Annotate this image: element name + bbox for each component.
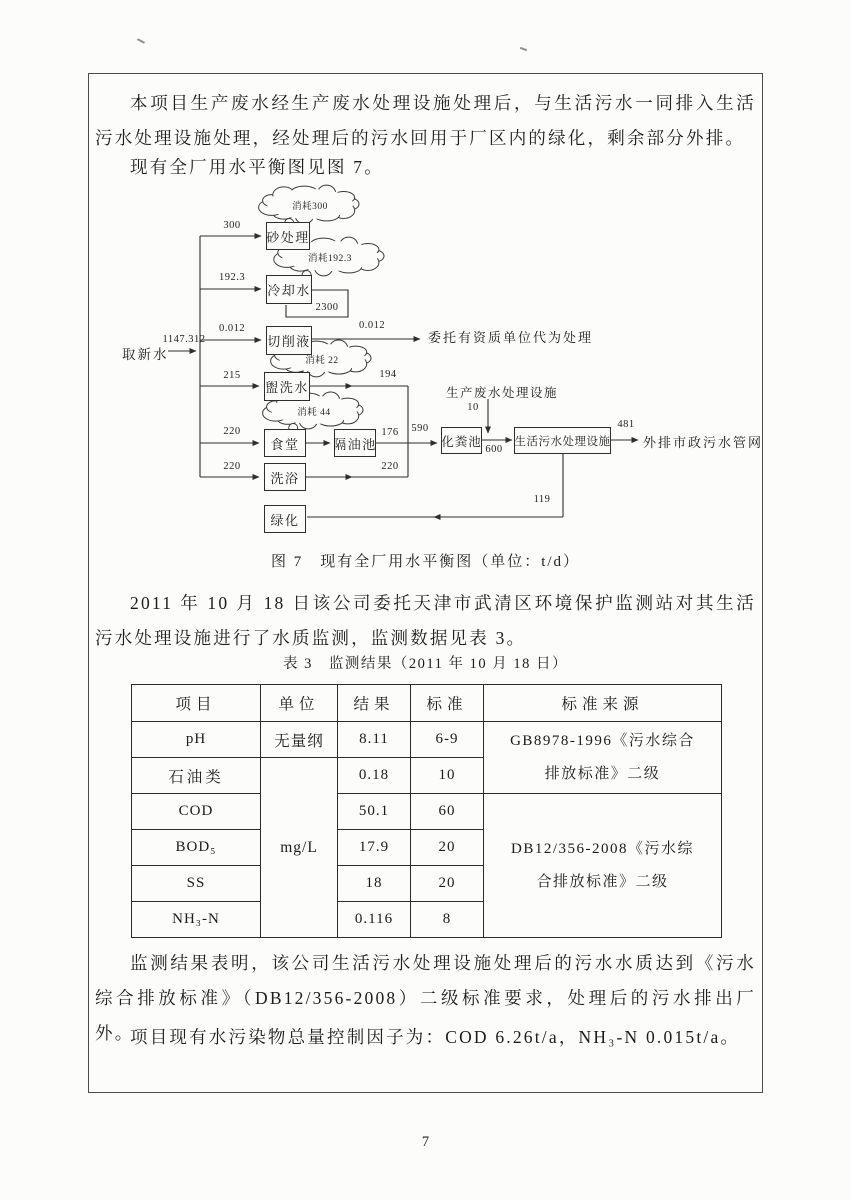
node-cutting-fluid: 切削液: [266, 326, 312, 355]
flow-washing-in: 215: [223, 370, 241, 381]
cell-standard: 20: [411, 866, 484, 902]
table-row: [132, 794, 722, 830]
flow-cooling-loop: 2300: [315, 302, 339, 313]
cell-item: 石油类: [132, 758, 261, 794]
paragraph-figure-ref: 现有全厂用水平衡图见图 7。: [130, 157, 384, 177]
flow-cutting-out: 0.012: [358, 320, 386, 331]
cell-result: 8.11: [338, 722, 411, 758]
flow-washing-out: 194: [379, 369, 397, 380]
flow-cooling-in: 192.3: [218, 272, 246, 283]
table-caption: 表 3 监测结果（2011 年 10 月 18 日）: [283, 656, 568, 672]
flow-septic-out: 600: [485, 444, 503, 455]
flow-bathing-out: 220: [381, 461, 399, 472]
cell-item: pH: [132, 722, 261, 758]
cell-result: 17.9: [338, 830, 411, 866]
table-header-row: [132, 685, 722, 722]
flow-grease-out: 176: [381, 427, 399, 438]
cloud-label-canteen: 消耗 44: [297, 408, 331, 418]
node-grease-trap: 隔油池: [334, 429, 376, 457]
cell-standard: 8: [411, 902, 484, 938]
cell-result: 0.116: [338, 902, 411, 938]
cell-standard: 60: [411, 794, 484, 830]
column-header-standard: 标准: [411, 685, 484, 722]
flow-intake: 1147.312: [162, 334, 206, 345]
cell-unit: 无量纲: [261, 722, 338, 758]
prod-wastewater-facility-label: 生产废水处理设施: [446, 386, 559, 400]
flow-bathing-in: 220: [223, 461, 241, 472]
cell-standard: 20: [411, 830, 484, 866]
cell-result: 0.18: [338, 758, 411, 794]
cell-item: SS: [132, 866, 261, 902]
intake-label: 取新水: [122, 347, 169, 362]
column-header-unit: 单位: [261, 685, 338, 722]
paragraph-monitoring: 2011 年 10 月 18 日该公司委托天津市武清区环境保护监测站对其生活污水处理设施进行了水质监测，监测数据见表 3。: [95, 593, 756, 648]
cell-standard: 6-9: [411, 722, 484, 758]
cell-item: BOD₅: [132, 830, 261, 866]
column-header-source: 标准来源: [484, 685, 722, 722]
node-bathing: 洗浴: [264, 463, 306, 491]
paragraph-conclusion: 监测结果表明，该公司生活污水处理设施处理后的污水水质达到《污水综合排放标准》（DB12/356-2008）二级标准要求，处理后的污水排出厂外。: [95, 953, 756, 1043]
flow-collector-out: 590: [411, 423, 429, 434]
node-sewage-facility: 生活污水处理设施: [514, 427, 611, 454]
cloud-label-cooling: 消耗192.3: [308, 254, 352, 264]
flow-sand-in: 300: [223, 220, 241, 231]
flow-canteen-in: 220: [223, 426, 241, 437]
table-row: [132, 722, 722, 758]
cell-item: NH₃-N: [132, 902, 261, 938]
node-sand-treatment: 砂处理: [266, 222, 310, 250]
paragraph-total-control: 项目现有水污染物总量控制因子为：COD 6.26t/a，NH₃-N 0.015t/a。: [130, 1027, 741, 1047]
column-header-item: 项目: [132, 685, 261, 722]
node-washing-water: 盥洗水: [264, 372, 310, 401]
monitoring-results-table: [131, 684, 722, 938]
municipal-network-label: 外排市政污水管网: [643, 435, 764, 450]
cloud-label-sand: 消耗300: [292, 202, 328, 212]
cloud-label-washing: 消耗 22: [305, 356, 339, 366]
node-greening: 绿化: [264, 505, 306, 533]
column-header-result: 结果: [338, 685, 411, 722]
flow-cutting-in: 0.012: [218, 323, 246, 334]
cell-standard-source: GB8978-1996《污水综合排放标准》二级: [484, 722, 722, 794]
cell-unit-merged: mg/L: [261, 758, 338, 938]
page-number: 7: [421, 1134, 430, 1150]
cell-result: 50.1: [338, 794, 411, 830]
paragraph-intro: 本项目生产废水经生产废水处理设施处理后，与生活污水一同排入生活污水处理设施处理，经处理后的污水回用于厂区内的绿化，剩余部分外排。: [95, 93, 756, 148]
flow-sewage-out: 481: [617, 419, 635, 430]
flow-prod-down: 10: [467, 402, 479, 413]
cell-result: 18: [338, 866, 411, 902]
entrusted-disposal-label: 委托有资质单位代为处理: [428, 330, 594, 345]
node-cooling-water: 冷却水: [266, 275, 312, 304]
flow-greening-in: 119: [533, 494, 551, 505]
node-septic-tank: 化粪池: [441, 427, 482, 454]
cell-standard-source: DB12/356-2008《污水综合排放标准》二级: [484, 794, 722, 938]
cell-standard: 10: [411, 758, 484, 794]
node-canteen: 食堂: [264, 429, 306, 457]
cell-item: COD: [132, 794, 261, 830]
figure-caption: 图 7 现有全厂用水平衡图（单位：t/d）: [270, 554, 581, 570]
